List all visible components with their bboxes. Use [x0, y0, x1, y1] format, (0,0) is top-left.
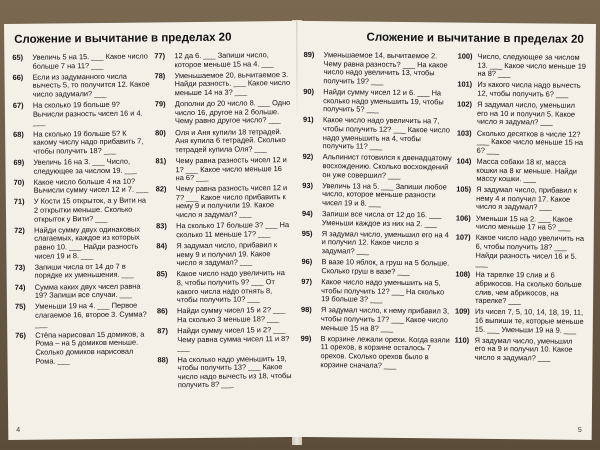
task-text: Я задумал число, уменьшил его на 10 и получил 5. Какое число я задумал? ___: [476, 99, 576, 127]
right-page-number: 5: [577, 426, 582, 434]
task-item: [301, 258, 451, 277]
task-text: Найди сумму чисел 15 и 2? ___ Чему равна сумма чисел 11 и 8? ___: [177, 325, 290, 353]
task-text: Увеличь 5 на 15. ___ Какое число больше 7 на 11? ___: [32, 51, 148, 71]
task-text: Найди сумму двух одинаковых слагаемых, каждое из которых равно 10. ___ Найди разность чисел 19 и 8. ___: [34, 224, 141, 261]
task-item: [303, 116, 453, 152]
task-item: [303, 51, 453, 87]
task-number: 70): [13, 177, 25, 187]
task-number: 71): [13, 197, 25, 207]
task-text: Найди сумму чисел 12 и 6. ___ На сколько надо уменьшить 19, чтобы получить 5? ___: [323, 87, 444, 114]
task-item: [155, 128, 291, 155]
task-item: [456, 157, 586, 184]
task-text: На сколько надо уменьшить 19, чтобы получить 13? ___ Какое число надо вычесть из 18, чтобы получить 8? ___: [177, 353, 292, 390]
task-number: 65): [12, 52, 24, 62]
task-text: Сумма каких двух чисел равна 19? Запиши все случаи. ___: [34, 281, 141, 300]
task-item: [13, 72, 151, 99]
task-number: 96): [301, 257, 313, 267]
task-item: [157, 326, 293, 353]
task-item: [15, 302, 153, 329]
task-number: 103): [456, 128, 472, 138]
task-item: [15, 330, 153, 366]
task-text: Запиши числа от 14 до 7 в порядке их уменьшения. ___: [34, 261, 134, 281]
task-item: [302, 230, 452, 257]
task-text: Какое число надо увеличить на 6, чтобы получить 18? ___ Найди разность чисел 16 и 5. ___: [475, 233, 585, 269]
task-number: 83): [156, 221, 167, 231]
task-text: Из чисел 7, 5, 10, 14, 18, 19, 11, 16 выпиши те, которые меньше 15. ___ Уменьши 19 на 9. ___: [474, 307, 584, 335]
task-text: Какое число больше 4 на 10? Вычисли сумму чисел 12 и 7. ___: [33, 176, 149, 195]
task-text: Я задумал число, уменьшил его на 4 и получил 12. Какое число я задумал? ___: [321, 228, 449, 256]
task-number: 108): [455, 269, 471, 280]
right-column-1: [300, 51, 453, 373]
task-text: На тарелке 19 слив и 6 абрикосов. На сколько больше слив, чем абрикосов, на тарелке? ___: [475, 270, 582, 306]
task-number: 72): [14, 225, 25, 235]
task-text: Чему равна разность чисел 12 и 7? ___ Какое число прибавить к нему 9 и получили 19. Какое число я задумал? ___: [175, 183, 288, 220]
right-column-2: [454, 53, 587, 366]
task-text: У Кости 15 открыток, а у Вити на 2 открытки меньше. Сколько открыток у Вити? ___: [33, 195, 147, 224]
task-text: Альпинист готовился к двенадцатому восхождению. Сколько восхождений он уже совершил? ___: [322, 152, 452, 180]
task-item: [457, 101, 587, 128]
task-text: Какое число надо увеличить на 8, чтобы получить 9? ___ От какого числа надо отнять 8, чтобы получить 10? ___: [176, 268, 285, 305]
left-page-title: Сложение и вычитание в пределах 20: [14, 31, 232, 46]
task-text: В вазе 10 яблок, а груш на 5 больше. Сколько груш в вазе? ___: [321, 257, 450, 276]
task-item: [156, 184, 292, 220]
task-item: [456, 186, 586, 213]
task-item: [155, 156, 291, 183]
task-number: 98): [300, 305, 312, 315]
task-item: [15, 282, 153, 301]
task-number: 93): [302, 180, 314, 190]
left-page: [4, 21, 301, 440]
task-text: Найди сумму чисел 15 и 2? ___ На сколько 3 меньше 18? ___: [176, 305, 286, 325]
task-number: 80): [155, 127, 166, 137]
task-number: 67): [12, 100, 24, 111]
task-item: [455, 308, 585, 335]
task-number: 104): [456, 156, 472, 166]
task-number: 88): [157, 354, 169, 364]
task-item: [455, 271, 585, 307]
task-number: 105): [456, 184, 472, 194]
task-number: 82): [155, 184, 167, 194]
task-item: [302, 153, 452, 180]
task-text: Какое число надо увеличить на 7, чтобы получить 12? ___ Какое число надо уменьшить на 4, чтобы получить 11? ___: [322, 115, 450, 151]
task-number: 95): [301, 228, 313, 238]
task-number: 86): [156, 306, 168, 316]
task-number: 78): [154, 71, 166, 81]
right-page-title: Сложение и вычитание в пределах 20: [366, 31, 584, 46]
left-column-1: [12, 52, 153, 368]
task-item: [157, 306, 293, 325]
task-text: Я задумал число, уменьшил его на 9 и получил 10. Какое число я задумал? ___: [474, 335, 573, 363]
task-item: [455, 234, 585, 270]
task-text: Уменьши 19 на 4. ___ Первое слагаемое 16, второе 3. Сумма? ___: [34, 300, 147, 329]
task-text: Какое число надо уменьшить на 5, чтобы получить 12? ___ На сколько 19 больше 3? ___: [321, 277, 445, 304]
task-text: В корзине лежали орехи. Когда взяли 11 орехов, в корзине осталось 7 орехов. Сколько орехов было в корзине сначала? ___: [320, 333, 450, 370]
task-text: Я задумал число, к нему прибавил 3, чтобы получить 17? ___ Какое число меньше 15 на 8? ___: [320, 305, 450, 333]
task-text: Я задумал число, прибавил к нему 9 и получил 19. Какое число я задумал? ___: [176, 240, 278, 268]
task-item: [157, 269, 293, 305]
task-number: 106): [455, 213, 471, 223]
task-item: [156, 241, 292, 268]
task-number: 74): [14, 282, 26, 292]
task-text: На сколько 19 больше 5? К какому числу надо прибавить 7, чтобы получить 18? ___: [33, 128, 144, 156]
left-page-number: 4: [16, 426, 21, 434]
task-number: 107): [455, 232, 471, 243]
task-item: [300, 335, 450, 371]
task-item: [302, 182, 452, 209]
task-text: Число, следующее за числом 13. ___ Какое число меньше 19 на 8? ___: [477, 51, 586, 79]
task-number: 69): [13, 157, 25, 167]
right-page: [294, 21, 596, 440]
task-number: 73): [14, 262, 26, 272]
task-text: Стёпа нарисовал 15 домиков, а Рома – на 5 домиков меньше. Сколько домиков нарисовал Рома. ___: [35, 329, 145, 366]
task-item: [12, 52, 150, 71]
task-number: 90): [303, 86, 315, 97]
task-item: [13, 101, 151, 128]
task-number: 97): [301, 276, 313, 287]
task-text: Если из задуманного числа вычесть 5, то получится 12. Какое число задумали? ___: [32, 71, 150, 99]
task-text: Запиши все числа от 12 до 16. ___ Уменьши каждое из них на 2. ___: [321, 209, 442, 229]
task-number: 87): [157, 326, 168, 336]
task-number: 77): [154, 51, 166, 61]
task-item: [457, 53, 587, 80]
task-number: 68): [13, 129, 24, 139]
task-item: [456, 214, 586, 233]
task-text: Дополни до 20 число 8. ___ Одно число 16, другое на 2 больше. Чему равно другое число? ___: [174, 98, 291, 126]
task-item: [156, 221, 292, 240]
task-text: На сколько 19 больше 9? Вычисли разность чисел 16 и 4. ___: [32, 99, 143, 128]
task-number: 79): [154, 99, 166, 109]
task-number: 89): [303, 49, 315, 60]
task-number: 102): [457, 99, 472, 109]
task-item: [154, 51, 290, 70]
task-number: 92): [302, 152, 314, 162]
task-number: 100): [457, 51, 473, 61]
task-text: Чему равна разность чисел 12 и 1? ___ Какое число меньше 16 на 6? ___: [175, 154, 287, 183]
task-item: [303, 88, 453, 115]
task-number: 85): [156, 269, 168, 279]
task-item: [302, 210, 452, 229]
task-text: Оля и Аня купили 18 тетрадей. Аня купила 6 тетрадей. Сколько тетрадей купила Оля? ___: [175, 126, 286, 154]
task-item: [301, 278, 451, 305]
task-item: [14, 197, 152, 224]
task-number: 76): [15, 330, 26, 340]
task-item: [457, 81, 587, 100]
task-text: Из какого числа надо вычесть 12, чтобы получить 6? ___: [477, 80, 581, 99]
task-number: 94): [301, 208, 313, 219]
task-item: [155, 99, 291, 126]
task-text: Увеличь 13 на 5. ___ Запиши любое число, которое меньше разности чисел 19 и 8. ___: [322, 180, 447, 208]
task-text: Уменьшаемое 20, вычитаемое 3. Найди разность. ___ Какое число меньше 14 на 3? ___: [174, 69, 291, 98]
task-text: 12 да 6. ___ Запиши число, которое меньше 15 на 4. ___: [174, 50, 274, 69]
task-item: [301, 306, 451, 333]
left-column-2: [154, 51, 294, 393]
task-item: [457, 129, 587, 156]
task-number: 84): [156, 241, 168, 251]
task-number: 99): [300, 333, 312, 343]
task-number: 101): [457, 79, 473, 90]
task-item: [14, 177, 152, 196]
task-number: 91): [302, 115, 314, 125]
task-number: 75): [14, 302, 26, 312]
task-item: [13, 157, 151, 176]
task-text: Уменьшаемое 14, вычитаемое 2. Чему равна разность? ___ На какое число надо увеличить 13, чтобы получить 19? ___: [323, 50, 448, 86]
task-text: Увеличь 16 на 3. ___ Число, следующее за числом 19. ___: [33, 156, 137, 176]
task-item: [13, 129, 151, 156]
task-number: 110): [454, 335, 470, 345]
task-item: [155, 71, 291, 98]
task-text: Я задумал число, прибавил к нему 4 и получил 17. Какое число я задумал? ___: [476, 185, 578, 213]
task-text: Сколько десятков в числе 12? ___ Какое число меньше 15 на 6? ___: [476, 128, 584, 155]
task-text: Уменьши 15 на 2. ___ Какое число меньше 17 на 5? ___: [475, 213, 573, 232]
task-number: 81): [155, 156, 167, 166]
task-item: [14, 225, 152, 261]
task-item: [157, 355, 293, 391]
task-item: [15, 262, 153, 281]
task-number: 66): [12, 72, 24, 82]
task-item: [454, 336, 584, 363]
task-text: Масса собаки 18 кг, масса кошки на 8 кг меньше. Найди массу кошки. ___: [476, 156, 577, 184]
task-number: 109): [454, 306, 470, 317]
task-text: На сколько 17 больше 3? ___ На сколько 11 меньше 17? ___: [176, 220, 290, 240]
